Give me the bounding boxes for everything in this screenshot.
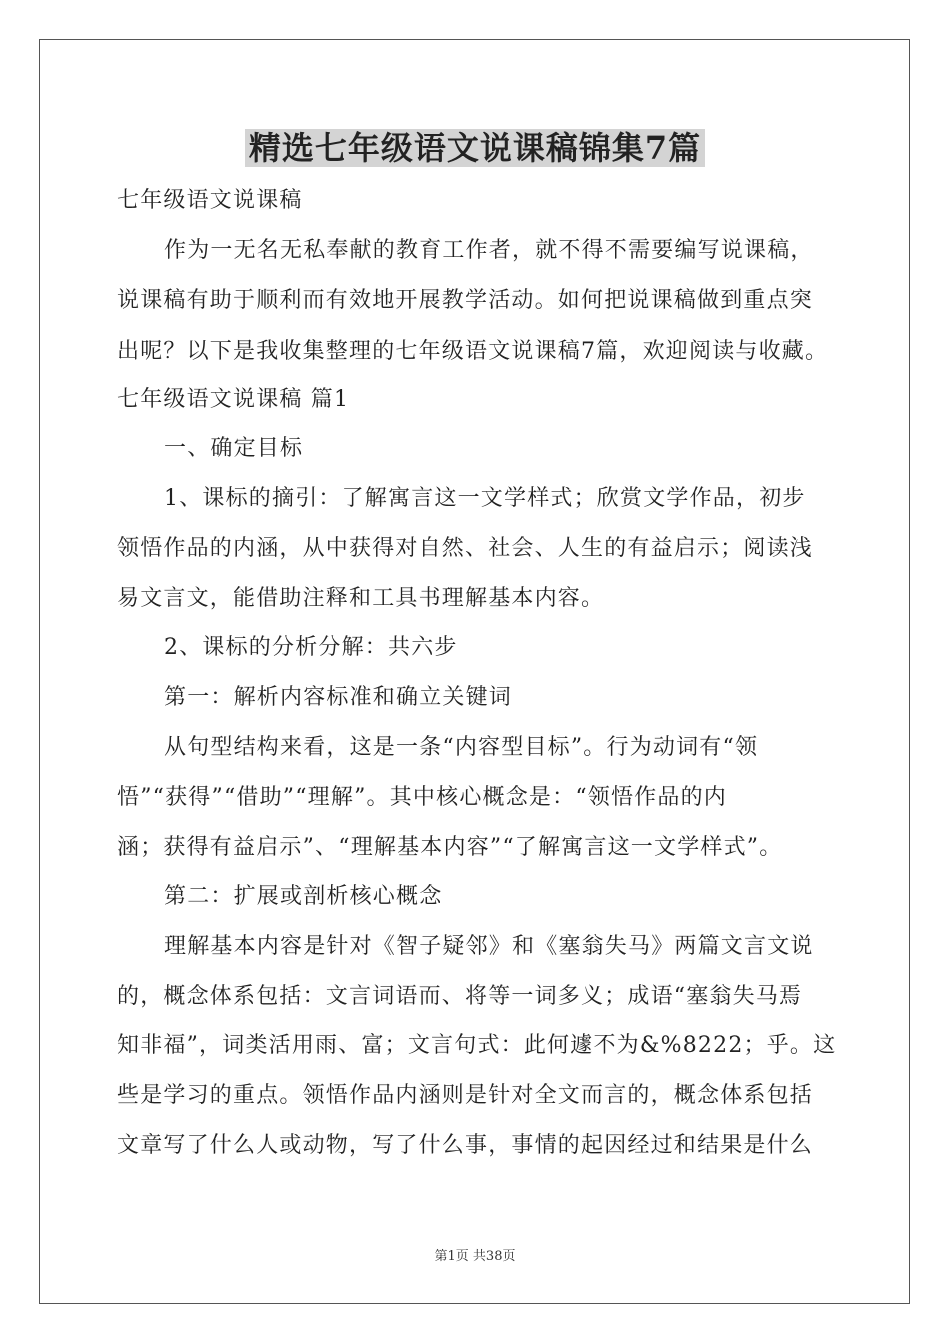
paragraph-line: 第二：扩展或剖析核心概念 [164,884,443,909]
paragraph-line: 悟”“获得”“借助”“理解”。其中核心概念是：“领悟作品的内 [117,785,727,810]
page-footer: 第1页 共38页 [434,1249,516,1264]
paragraph-line: 些是学习的重点。领悟作品内涵则是针对全文而言的，概念体系包括 [117,1083,814,1108]
paragraph-line: 作为一无名无私奉献的教育工作者，就不得不需要编写说课稿， [164,238,814,263]
paragraph-line: 的，概念体系包括：文言词语而、将等一词多义；成语“塞翁失马焉 [117,984,803,1009]
paragraph-line: 文章写了什么人或动物，写了什么事，事情的起因经过和结果是什么 [117,1133,814,1158]
paragraph-line: 第一：解析内容标准和确立关键词 [164,685,513,710]
paragraph-line: 说课稿有助于顺利而有效地开展教学活动。如何把说课稿做到重点突 [117,288,814,313]
paragraph-line: 知非福”，词类活用雨、富；文言句式：此何遽不为&%8222；乎。这 [117,1033,837,1058]
paragraph-line: 出呢？以下是我收集整理的七年级语文说课稿7篇，欢迎阅读与收藏。 [117,339,829,364]
chapter-heading: 七年级语文说课稿 篇1 [117,387,350,412]
page-border [39,39,910,1304]
paragraph-line: 理解基本内容是针对《智子疑邻》和《塞翁失马》两篇文言文说 [164,934,814,959]
paragraph-line: 1、课标的摘引：了解寓言这一文学样式；欣赏文学作品，初步 [164,486,806,511]
document-title: 精选七年级语文说课稿锦集7篇 [0,126,950,170]
paragraph-line: 2、课标的分析分解：共六步 [164,635,458,660]
paragraph-line: 领悟作品的内涵，从中获得对自然、社会、人生的有益启示；阅读浅 [117,536,814,561]
paragraph-line: 从句型结构来看，这是一条“内容型目标”。行为动词有“领 [164,735,759,760]
paragraph-line: 易文言文，能借助注释和工具书理解基本内容。 [117,586,605,611]
subheading: 一、确定目标 [164,436,304,461]
paragraph-line: 涵；获得有益启示”、“理解基本内容”“了解寓言这一文学样式”。 [117,835,783,860]
section-heading: 七年级语文说课稿 [117,188,303,213]
